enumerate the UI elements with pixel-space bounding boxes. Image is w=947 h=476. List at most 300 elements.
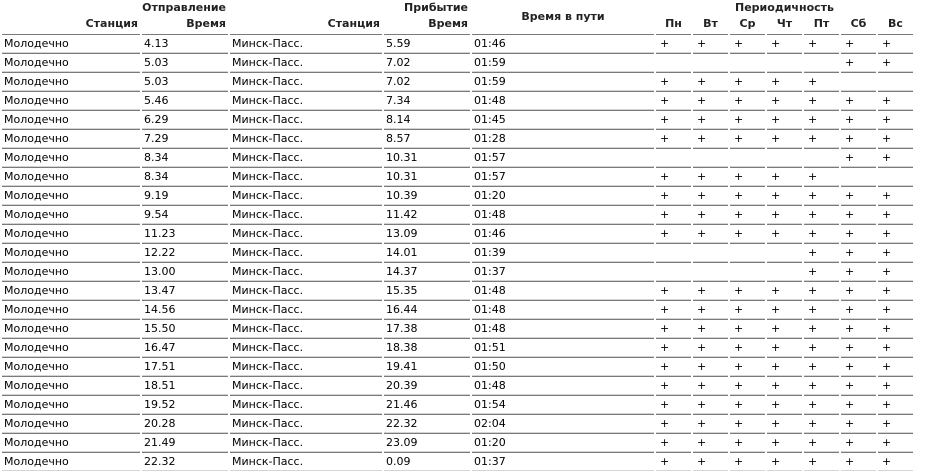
day-header-sat: Сб bbox=[850, 17, 867, 30]
travel-duration-cell: 01:48 bbox=[472, 205, 654, 224]
day-tue-cell: + bbox=[693, 281, 728, 300]
day-fri-cell bbox=[804, 53, 839, 72]
departure-time-cell: 5.03 bbox=[142, 53, 228, 72]
day-sat-cell: + bbox=[841, 338, 876, 357]
day-wed-cell bbox=[730, 53, 765, 72]
arrival-time-cell: 10.39 bbox=[384, 186, 470, 205]
arrival-time-cell: 14.01 bbox=[384, 243, 470, 262]
arrival-station-cell: Минск-Пасс. bbox=[230, 243, 382, 262]
day-tue-cell: + bbox=[693, 91, 728, 110]
day-sat-cell: + bbox=[841, 452, 876, 471]
travel-duration-cell: 01:46 bbox=[472, 34, 654, 53]
day-sun-cell: + bbox=[878, 262, 913, 281]
travel-duration-cell: 01:48 bbox=[472, 300, 654, 319]
day-fri-cell: + bbox=[804, 91, 839, 110]
departure-time-cell: 13.47 bbox=[142, 281, 228, 300]
departure-station-cell: Молодечно bbox=[2, 433, 140, 452]
travel-duration-cell: 01:48 bbox=[472, 281, 654, 300]
table-row bbox=[2, 414, 913, 433]
table-row bbox=[2, 357, 913, 376]
day-tue-cell: + bbox=[693, 224, 728, 243]
day-fri-cell: + bbox=[804, 262, 839, 281]
departure-station-cell: Молодечно bbox=[2, 110, 140, 129]
departure-time-cell: 18.51 bbox=[142, 376, 228, 395]
day-header-mon: Пн bbox=[665, 17, 682, 30]
day-fri-cell: + bbox=[804, 224, 839, 243]
day-fri-cell: + bbox=[804, 338, 839, 357]
arrival-time-cell: 13.09 bbox=[384, 224, 470, 243]
day-thu-cell bbox=[767, 243, 802, 262]
day-tue-cell: + bbox=[693, 72, 728, 91]
day-thu-cell: + bbox=[767, 281, 802, 300]
day-sun-cell: + bbox=[878, 300, 913, 319]
arrival-time-cell: 16.44 bbox=[384, 300, 470, 319]
arrival-time-cell: 19.41 bbox=[384, 357, 470, 376]
day-fri-cell: + bbox=[804, 110, 839, 129]
arrival-station-cell: Минск-Пасс. bbox=[230, 53, 382, 72]
departure-time-cell: 19.52 bbox=[142, 395, 228, 414]
day-wed-cell: + bbox=[730, 357, 765, 376]
day-mon-cell bbox=[656, 148, 691, 167]
travel-duration-cell: 01:20 bbox=[472, 433, 654, 452]
day-mon-cell: + bbox=[656, 395, 691, 414]
day-fri-cell: + bbox=[804, 300, 839, 319]
day-tue-cell: + bbox=[693, 34, 728, 53]
day-tue-cell bbox=[693, 243, 728, 262]
travel-duration-cell: 01:28 bbox=[472, 129, 654, 148]
departure-time-cell: 5.46 bbox=[142, 91, 228, 110]
departure-station-cell: Молодечно bbox=[2, 34, 140, 53]
day-mon-cell: + bbox=[656, 72, 691, 91]
departure-time-cell: 6.29 bbox=[142, 110, 228, 129]
day-wed-cell: + bbox=[730, 338, 765, 357]
day-thu-cell: + bbox=[767, 338, 802, 357]
day-thu-cell: + bbox=[767, 167, 802, 186]
day-header-thu: Чт bbox=[776, 17, 793, 30]
day-sun-cell: + bbox=[878, 319, 913, 338]
departure-station-cell: Молодечно bbox=[2, 395, 140, 414]
table-row bbox=[2, 433, 913, 452]
table-row bbox=[2, 452, 913, 471]
table-row bbox=[2, 167, 913, 186]
day-wed-cell: + bbox=[730, 34, 765, 53]
day-thu-cell bbox=[767, 148, 802, 167]
day-wed-cell bbox=[730, 243, 765, 262]
day-sat-cell: + bbox=[841, 91, 876, 110]
day-tue-cell: + bbox=[693, 376, 728, 395]
day-fri-cell: + bbox=[804, 167, 839, 186]
day-tue-cell: + bbox=[693, 319, 728, 338]
day-mon-cell: + bbox=[656, 224, 691, 243]
day-mon-cell bbox=[656, 262, 691, 281]
travel-duration-cell: 01:59 bbox=[472, 72, 654, 91]
arrival-station-cell: Минск-Пасс. bbox=[230, 129, 382, 148]
day-sun-cell: + bbox=[878, 414, 913, 433]
table-row bbox=[2, 34, 913, 53]
departure-time-cell: 13.00 bbox=[142, 262, 228, 281]
day-mon-cell: + bbox=[656, 281, 691, 300]
departure-station-cell: Молодечно bbox=[2, 148, 140, 167]
table-header bbox=[2, 0, 913, 34]
day-sun-cell: + bbox=[878, 243, 913, 262]
travel-duration-cell: 01:20 bbox=[472, 186, 654, 205]
arrival-time-cell: 7.02 bbox=[384, 53, 470, 72]
day-fri-cell: + bbox=[804, 357, 839, 376]
day-sun-cell: + bbox=[878, 224, 913, 243]
table-row bbox=[2, 243, 913, 262]
travel-duration-cell: 01:45 bbox=[472, 110, 654, 129]
day-sun-cell: + bbox=[878, 338, 913, 357]
day-tue-cell: + bbox=[693, 300, 728, 319]
day-sun-cell: + bbox=[878, 281, 913, 300]
day-fri-cell: + bbox=[804, 34, 839, 53]
day-header-wed: Ср bbox=[739, 17, 756, 30]
day-wed-cell: + bbox=[730, 186, 765, 205]
departure-station-cell: Молодечно bbox=[2, 91, 140, 110]
day-fri-cell: + bbox=[804, 186, 839, 205]
table-row bbox=[2, 110, 913, 129]
departure-time-cell: 7.29 bbox=[142, 129, 228, 148]
arrival-station-cell: Минск-Пасс. bbox=[230, 167, 382, 186]
day-sat-cell bbox=[841, 72, 876, 91]
departure-time-cell: 4.13 bbox=[142, 34, 228, 53]
table-row bbox=[2, 148, 913, 167]
day-thu-cell: + bbox=[767, 357, 802, 376]
travel-duration-cell: 01:57 bbox=[472, 167, 654, 186]
day-fri-cell bbox=[804, 148, 839, 167]
departure-station-cell: Молодечно bbox=[2, 281, 140, 300]
arrival-time-cell: 8.14 bbox=[384, 110, 470, 129]
arrival-station-cell: Минск-Пасс. bbox=[230, 395, 382, 414]
arrival-time-cell: 0.09 bbox=[384, 452, 470, 471]
arrival-time-cell: 14.37 bbox=[384, 262, 470, 281]
day-mon-cell: + bbox=[656, 129, 691, 148]
day-fri-cell: + bbox=[804, 395, 839, 414]
day-tue-cell bbox=[693, 262, 728, 281]
day-thu-cell: + bbox=[767, 91, 802, 110]
arrival-station-cell: Минск-Пасс. bbox=[230, 72, 382, 91]
travel-duration-cell: 01:39 bbox=[472, 243, 654, 262]
travel-duration-cell: 01:51 bbox=[472, 338, 654, 357]
day-sun-cell: + bbox=[878, 357, 913, 376]
table-row bbox=[2, 129, 913, 148]
day-thu-cell bbox=[767, 262, 802, 281]
day-sun-cell: + bbox=[878, 452, 913, 471]
day-sat-cell: + bbox=[841, 281, 876, 300]
travel-duration-cell: 01:37 bbox=[472, 262, 654, 281]
day-sat-cell: + bbox=[841, 357, 876, 376]
departure-header: Отправление bbox=[142, 1, 226, 14]
departure-time-cell: 9.54 bbox=[142, 205, 228, 224]
day-wed-cell bbox=[730, 262, 765, 281]
day-sat-cell: + bbox=[841, 148, 876, 167]
day-mon-cell: + bbox=[656, 357, 691, 376]
day-thu-cell: + bbox=[767, 319, 802, 338]
day-sun-cell: + bbox=[878, 205, 913, 224]
day-wed-cell: + bbox=[730, 319, 765, 338]
arrival-station-cell: Минск-Пасс. bbox=[230, 319, 382, 338]
arrival-time-cell: 10.31 bbox=[384, 167, 470, 186]
day-mon-cell: + bbox=[656, 338, 691, 357]
arrival-time-cell: 5.59 bbox=[384, 34, 470, 53]
day-wed-cell: + bbox=[730, 129, 765, 148]
day-tue-cell: + bbox=[693, 167, 728, 186]
day-mon-cell: + bbox=[656, 319, 691, 338]
day-wed-cell: + bbox=[730, 167, 765, 186]
day-thu-cell: + bbox=[767, 433, 802, 452]
departure-station-cell: Молодечно bbox=[2, 376, 140, 395]
departure-time-cell: 9.19 bbox=[142, 186, 228, 205]
day-sun-cell: + bbox=[878, 376, 913, 395]
day-thu-cell: + bbox=[767, 300, 802, 319]
arrival-station-cell: Минск-Пасс. bbox=[230, 148, 382, 167]
travel-duration-cell: 02:04 bbox=[472, 414, 654, 433]
day-mon-cell bbox=[656, 53, 691, 72]
day-fri-cell: + bbox=[804, 281, 839, 300]
duration-header: Время в пути bbox=[521, 10, 605, 23]
day-fri-cell: + bbox=[804, 452, 839, 471]
day-tue-cell: + bbox=[693, 357, 728, 376]
day-sat-cell: + bbox=[841, 395, 876, 414]
day-fri-cell: + bbox=[804, 414, 839, 433]
day-sat-cell: + bbox=[841, 34, 876, 53]
departure-time-header: Время bbox=[186, 17, 226, 30]
arrival-time-cell: 15.35 bbox=[384, 281, 470, 300]
day-sun-cell: + bbox=[878, 110, 913, 129]
day-header-fri: Пт bbox=[813, 17, 830, 30]
day-tue-cell bbox=[693, 53, 728, 72]
day-thu-cell: + bbox=[767, 452, 802, 471]
travel-duration-cell: 01:54 bbox=[472, 395, 654, 414]
departure-time-cell: 20.28 bbox=[142, 414, 228, 433]
day-sat-cell: + bbox=[841, 319, 876, 338]
departure-station-cell: Молодечно bbox=[2, 414, 140, 433]
departure-station-cell: Молодечно bbox=[2, 262, 140, 281]
day-fri-cell: + bbox=[804, 72, 839, 91]
arrival-station-header: Станция bbox=[327, 17, 380, 30]
arrival-station-cell: Минск-Пасс. bbox=[230, 452, 382, 471]
day-sun-cell: + bbox=[878, 186, 913, 205]
table-row bbox=[2, 262, 913, 281]
day-sat-cell: + bbox=[841, 129, 876, 148]
arrival-time-cell: 18.38 bbox=[384, 338, 470, 357]
arrival-station-cell: Минск-Пасс. bbox=[230, 110, 382, 129]
departure-station-cell: Молодечно bbox=[2, 300, 140, 319]
departure-station-header: Станция bbox=[85, 17, 138, 30]
day-mon-cell bbox=[656, 243, 691, 262]
day-wed-cell: + bbox=[730, 433, 765, 452]
day-wed-cell: + bbox=[730, 91, 765, 110]
day-wed-cell: + bbox=[730, 224, 765, 243]
day-thu-cell: + bbox=[767, 34, 802, 53]
day-mon-cell: + bbox=[656, 452, 691, 471]
day-fri-cell: + bbox=[804, 205, 839, 224]
day-mon-cell: + bbox=[656, 414, 691, 433]
departure-station-cell: Молодечно bbox=[2, 357, 140, 376]
departure-time-cell: 11.23 bbox=[142, 224, 228, 243]
day-fri-cell: + bbox=[804, 319, 839, 338]
day-tue-cell: + bbox=[693, 338, 728, 357]
day-tue-cell: + bbox=[693, 129, 728, 148]
day-sun-cell bbox=[878, 167, 913, 186]
day-sat-cell: + bbox=[841, 433, 876, 452]
arrival-station-cell: Минск-Пасс. bbox=[230, 205, 382, 224]
departure-station-cell: Молодечно bbox=[2, 167, 140, 186]
table-row bbox=[2, 319, 913, 338]
day-tue-cell: + bbox=[693, 110, 728, 129]
day-fri-cell: + bbox=[804, 129, 839, 148]
arrival-station-cell: Минск-Пасс. bbox=[230, 357, 382, 376]
arrival-station-cell: Минск-Пасс. bbox=[230, 186, 382, 205]
table-row bbox=[2, 205, 913, 224]
arrival-station-cell: Минск-Пасс. bbox=[230, 300, 382, 319]
day-header-tue: Вт bbox=[703, 17, 718, 30]
day-fri-cell: + bbox=[804, 243, 839, 262]
day-sun-cell: + bbox=[878, 129, 913, 148]
day-sat-cell: + bbox=[841, 376, 876, 395]
day-sun-cell: + bbox=[878, 395, 913, 414]
departure-station-cell: Молодечно bbox=[2, 243, 140, 262]
day-tue-cell: + bbox=[693, 414, 728, 433]
day-sat-cell: + bbox=[841, 110, 876, 129]
day-mon-cell: + bbox=[656, 34, 691, 53]
departure-station-cell: Молодечно bbox=[2, 224, 140, 243]
table-row bbox=[2, 53, 913, 72]
day-mon-cell: + bbox=[656, 205, 691, 224]
table-row bbox=[2, 376, 913, 395]
day-tue-cell: + bbox=[693, 452, 728, 471]
day-wed-cell: + bbox=[730, 452, 765, 471]
departure-time-cell: 16.47 bbox=[142, 338, 228, 357]
departure-station-cell: Молодечно bbox=[2, 129, 140, 148]
day-sun-cell: + bbox=[878, 433, 913, 452]
travel-duration-cell: 01:48 bbox=[472, 376, 654, 395]
day-mon-cell: + bbox=[656, 167, 691, 186]
arrival-station-cell: Минск-Пасс. bbox=[230, 414, 382, 433]
departure-time-cell: 8.34 bbox=[142, 148, 228, 167]
day-sat-cell: + bbox=[841, 414, 876, 433]
travel-duration-cell: 01:48 bbox=[472, 91, 654, 110]
day-thu-cell: + bbox=[767, 414, 802, 433]
day-thu-cell: + bbox=[767, 72, 802, 91]
day-thu-cell: + bbox=[767, 186, 802, 205]
day-tue-cell: + bbox=[693, 395, 728, 414]
day-mon-cell: + bbox=[656, 433, 691, 452]
departure-time-cell: 5.03 bbox=[142, 72, 228, 91]
departure-station-cell: Молодечно bbox=[2, 452, 140, 471]
departure-station-cell: Молодечно bbox=[2, 338, 140, 357]
day-sat-cell: + bbox=[841, 243, 876, 262]
arrival-station-cell: Минск-Пасс. bbox=[230, 433, 382, 452]
day-sun-cell: + bbox=[878, 34, 913, 53]
departure-time-cell: 8.34 bbox=[142, 167, 228, 186]
day-wed-cell: + bbox=[730, 72, 765, 91]
day-thu-cell: + bbox=[767, 395, 802, 414]
day-wed-cell: + bbox=[730, 395, 765, 414]
travel-duration-cell: 01:37 bbox=[472, 452, 654, 471]
travel-duration-cell: 01:50 bbox=[472, 357, 654, 376]
day-sat-cell: + bbox=[841, 262, 876, 281]
day-sat-cell: + bbox=[841, 300, 876, 319]
arrival-time-header: Время bbox=[428, 17, 468, 30]
departure-time-cell: 15.50 bbox=[142, 319, 228, 338]
departure-time-cell: 12.22 bbox=[142, 243, 228, 262]
arrival-time-cell: 21.46 bbox=[384, 395, 470, 414]
day-sun-cell: + bbox=[878, 53, 913, 72]
day-thu-cell: + bbox=[767, 110, 802, 129]
table-row bbox=[2, 300, 913, 319]
day-tue-cell: + bbox=[693, 205, 728, 224]
day-thu-cell: + bbox=[767, 205, 802, 224]
day-mon-cell: + bbox=[656, 110, 691, 129]
travel-duration-cell: 01:59 bbox=[472, 53, 654, 72]
arrival-time-cell: 22.32 bbox=[384, 414, 470, 433]
table-row bbox=[2, 72, 913, 91]
day-mon-cell: + bbox=[656, 91, 691, 110]
travel-duration-cell: 01:57 bbox=[472, 148, 654, 167]
day-sat-cell: + bbox=[841, 53, 876, 72]
arrival-station-cell: Минск-Пасс. bbox=[230, 34, 382, 53]
arrival-station-cell: Минск-Пасс. bbox=[230, 281, 382, 300]
day-sat-cell: + bbox=[841, 205, 876, 224]
arrival-time-cell: 8.57 bbox=[384, 129, 470, 148]
departure-station-cell: Молодечно bbox=[2, 53, 140, 72]
day-sat-cell bbox=[841, 167, 876, 186]
arrival-time-cell: 7.34 bbox=[384, 91, 470, 110]
day-sat-cell: + bbox=[841, 186, 876, 205]
day-thu-cell: + bbox=[767, 224, 802, 243]
day-mon-cell: + bbox=[656, 376, 691, 395]
travel-duration-cell: 01:46 bbox=[472, 224, 654, 243]
departure-station-cell: Молодечно bbox=[2, 205, 140, 224]
table-row bbox=[2, 91, 913, 110]
day-wed-cell bbox=[730, 148, 765, 167]
departure-time-cell: 14.56 bbox=[142, 300, 228, 319]
arrival-time-cell: 20.39 bbox=[384, 376, 470, 395]
arrival-time-cell: 10.31 bbox=[384, 148, 470, 167]
day-sun-cell bbox=[878, 72, 913, 91]
day-wed-cell: + bbox=[730, 376, 765, 395]
day-fri-cell: + bbox=[804, 376, 839, 395]
departure-time-cell: 17.51 bbox=[142, 357, 228, 376]
arrival-station-cell: Минск-Пасс. bbox=[230, 224, 382, 243]
departure-station-cell: Молодечно bbox=[2, 319, 140, 338]
travel-duration-cell: 01:48 bbox=[472, 319, 654, 338]
day-thu-cell bbox=[767, 53, 802, 72]
table-row bbox=[2, 224, 913, 243]
arrival-time-cell: 17.38 bbox=[384, 319, 470, 338]
day-mon-cell: + bbox=[656, 186, 691, 205]
table-row bbox=[2, 338, 913, 357]
departure-station-cell: Молодечно bbox=[2, 72, 140, 91]
arrival-time-cell: 11.42 bbox=[384, 205, 470, 224]
day-tue-cell bbox=[693, 148, 728, 167]
day-tue-cell: + bbox=[693, 186, 728, 205]
departure-time-cell: 21.49 bbox=[142, 433, 228, 452]
day-wed-cell: + bbox=[730, 414, 765, 433]
departure-station-cell: Молодечно bbox=[2, 186, 140, 205]
day-sun-cell: + bbox=[878, 91, 913, 110]
table-body bbox=[2, 34, 913, 471]
day-wed-cell: + bbox=[730, 205, 765, 224]
day-wed-cell: + bbox=[730, 300, 765, 319]
day-fri-cell: + bbox=[804, 433, 839, 452]
arrival-station-cell: Минск-Пасс. bbox=[230, 376, 382, 395]
day-thu-cell: + bbox=[767, 129, 802, 148]
table-row bbox=[2, 186, 913, 205]
day-sun-cell: + bbox=[878, 148, 913, 167]
day-sat-cell: + bbox=[841, 224, 876, 243]
